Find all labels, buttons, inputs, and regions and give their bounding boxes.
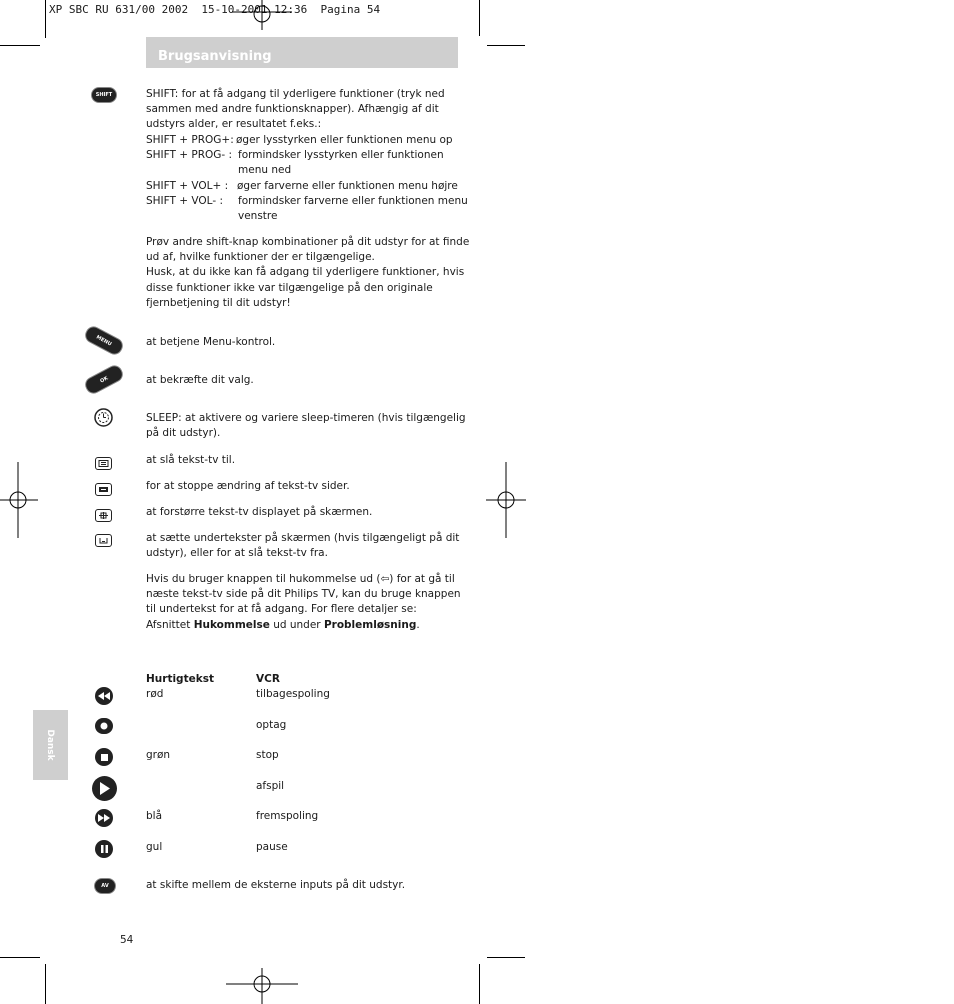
shift-combo-desc: øger farverne eller funktionen menu højre: [237, 179, 458, 192]
shift-button-icon: [92, 88, 116, 102]
memory-note-line: til undertekst for at få adgang. For flere detaljer se:: [146, 603, 417, 616]
av-description: at skifte mellem de eksterne inputs på dit udstyr.: [146, 879, 406, 891]
sleep-description: [146, 411, 466, 441]
shift-combo-key: SHIFT + VOL+ :: [146, 179, 229, 192]
shift-combo-desc: menu ned: [238, 164, 292, 177]
sleep-line: SLEEP: at aktivere og variere sleep-timeren (hvis tilgængelig: [146, 412, 466, 424]
table-cell-color: blå: [146, 810, 163, 822]
shift-note-line: ud af, hvilke funktioner der er tilgængelige.: [146, 251, 375, 264]
memory-note-text: ud under: [269, 618, 324, 631]
shift-combo-row: [146, 133, 453, 148]
teletext-on-description: at slå tekst-tv til.: [146, 454, 236, 466]
shift-combo-desc: formindsker lysstyrken eller funktionen: [238, 149, 444, 162]
memory-note-text: Afsnittet: [146, 618, 194, 631]
memory-link-text: Hukommelse: [193, 618, 270, 631]
shift-combo-desc: venstre: [238, 209, 278, 222]
table-header-fasttext: Hurtigtekst: [146, 673, 214, 685]
troubleshooting-link-text: Problemløsning: [323, 618, 417, 631]
record-icon: [95, 718, 113, 734]
ok-description: at bekræfte dit valg.: [146, 374, 254, 386]
table-cell-vcr: pause: [256, 841, 288, 853]
shift-intro-line: udstyrs alder, er resultatet f.eks.:: [146, 118, 322, 131]
table-cell-color: rød: [146, 688, 164, 700]
shift-note-line: fjernbetjening til dit udstyr!: [146, 296, 291, 309]
subtitle-description: [146, 531, 459, 561]
memory-note-line: [146, 618, 461, 633]
menu-icon-label: MENU: [95, 333, 113, 348]
subtitle-line: udstyr), eller for at slå tekst-tv fra.: [146, 547, 328, 560]
memory-note-text: ) for at gå til: [389, 573, 455, 585]
fast-forward-icon: [95, 809, 113, 827]
table-cell-vcr: optag: [256, 719, 287, 731]
language-tab-label: Dansk: [45, 729, 55, 761]
shift-combo-key: SHIFT + VOL- :: [146, 194, 223, 207]
ok-icon-label: OK: [99, 374, 109, 385]
sleep-icon: [94, 408, 113, 427]
table-header-vcr: VCR: [256, 673, 280, 685]
shift-note-line: disse funktioner ikke var tilgængelige på den originale: [146, 281, 433, 294]
av-icon-label: AV: [101, 883, 109, 889]
shift-note-line: Prøv andre shift-knap kombinationer på dit udstyr for at finde: [146, 236, 470, 248]
memory-note: [146, 572, 461, 633]
shift-combo-row: [146, 148, 444, 178]
table-cell-vcr: afspil: [256, 780, 285, 792]
teletext-enlarge-icon: [95, 509, 112, 522]
memory-note-text: Hvis du bruger knappen til hukommelse ud (: [146, 573, 381, 585]
print-slug: XP SBC RU 631/00 2002 15-10-2001 12:36 Pagina 54: [49, 3, 381, 16]
memory-note-text: .: [416, 618, 420, 631]
memory-note-line: [146, 572, 461, 587]
page-number: 54: [120, 934, 134, 946]
shift-note-line: Husk, at du ikke kan få adgang til yderligere funktioner, hvis: [146, 266, 465, 279]
rewind-icon: [95, 687, 113, 705]
subtitle-line: at sætte undertekster på skærmen (hvis tilgængeligt på dit: [146, 532, 460, 544]
av-button-icon: [95, 879, 115, 893]
shift-combos: [146, 133, 468, 224]
table-cell-vcr: tilbagespoling: [256, 688, 330, 700]
sleep-line: på dit udstyr).: [146, 427, 221, 440]
shift-icon-label: SHIFT: [95, 92, 113, 98]
shift-intro-line: SHIFT: for at få adgang til yderligere funktioner (tryk ned: [146, 88, 445, 100]
shift-combo-row: [146, 179, 458, 194]
shift-combo-key: SHIFT + PROG+:: [146, 134, 234, 146]
teletext-on-icon: [95, 457, 112, 470]
table-cell-vcr: stop: [256, 749, 279, 761]
table-cell-color: gul: [146, 841, 163, 853]
shift-intro: [146, 87, 445, 133]
teletext-hold-icon: [95, 483, 112, 496]
stop-icon: [95, 748, 113, 766]
table-cell-color: grøn: [146, 749, 171, 761]
table-cell-vcr: fremspoling: [256, 810, 319, 822]
shift-note: [146, 235, 469, 311]
teletext-enlarge-description: at forstørre tekst-tv displayet på skærmen.: [146, 506, 373, 518]
shift-combo-desc: øger lysstyrken eller funktionen menu op: [236, 134, 453, 146]
shift-combo-desc: formindsker farverne eller funktionen menu: [238, 194, 468, 207]
memory-note-line: næste tekst-tv side på dit Philips TV, kan du bruge knappen: [146, 588, 461, 601]
teletext-hold-description: for at stoppe ændring af tekst-tv sider.: [146, 480, 350, 492]
menu-description: at betjene Menu-kontrol.: [146, 336, 276, 348]
shift-combo-row: [146, 194, 468, 224]
page-title: Brugsanvisning: [158, 49, 272, 64]
shift-intro-line: sammen med andre funktionsknapper). Afhængig af dit: [146, 103, 439, 116]
play-icon: [92, 776, 117, 801]
pause-icon: [95, 840, 113, 858]
subtitle-icon: [95, 534, 112, 547]
memory-out-icon: ⇦: [380, 573, 390, 585]
shift-combo-key: SHIFT + PROG- :: [146, 149, 233, 162]
